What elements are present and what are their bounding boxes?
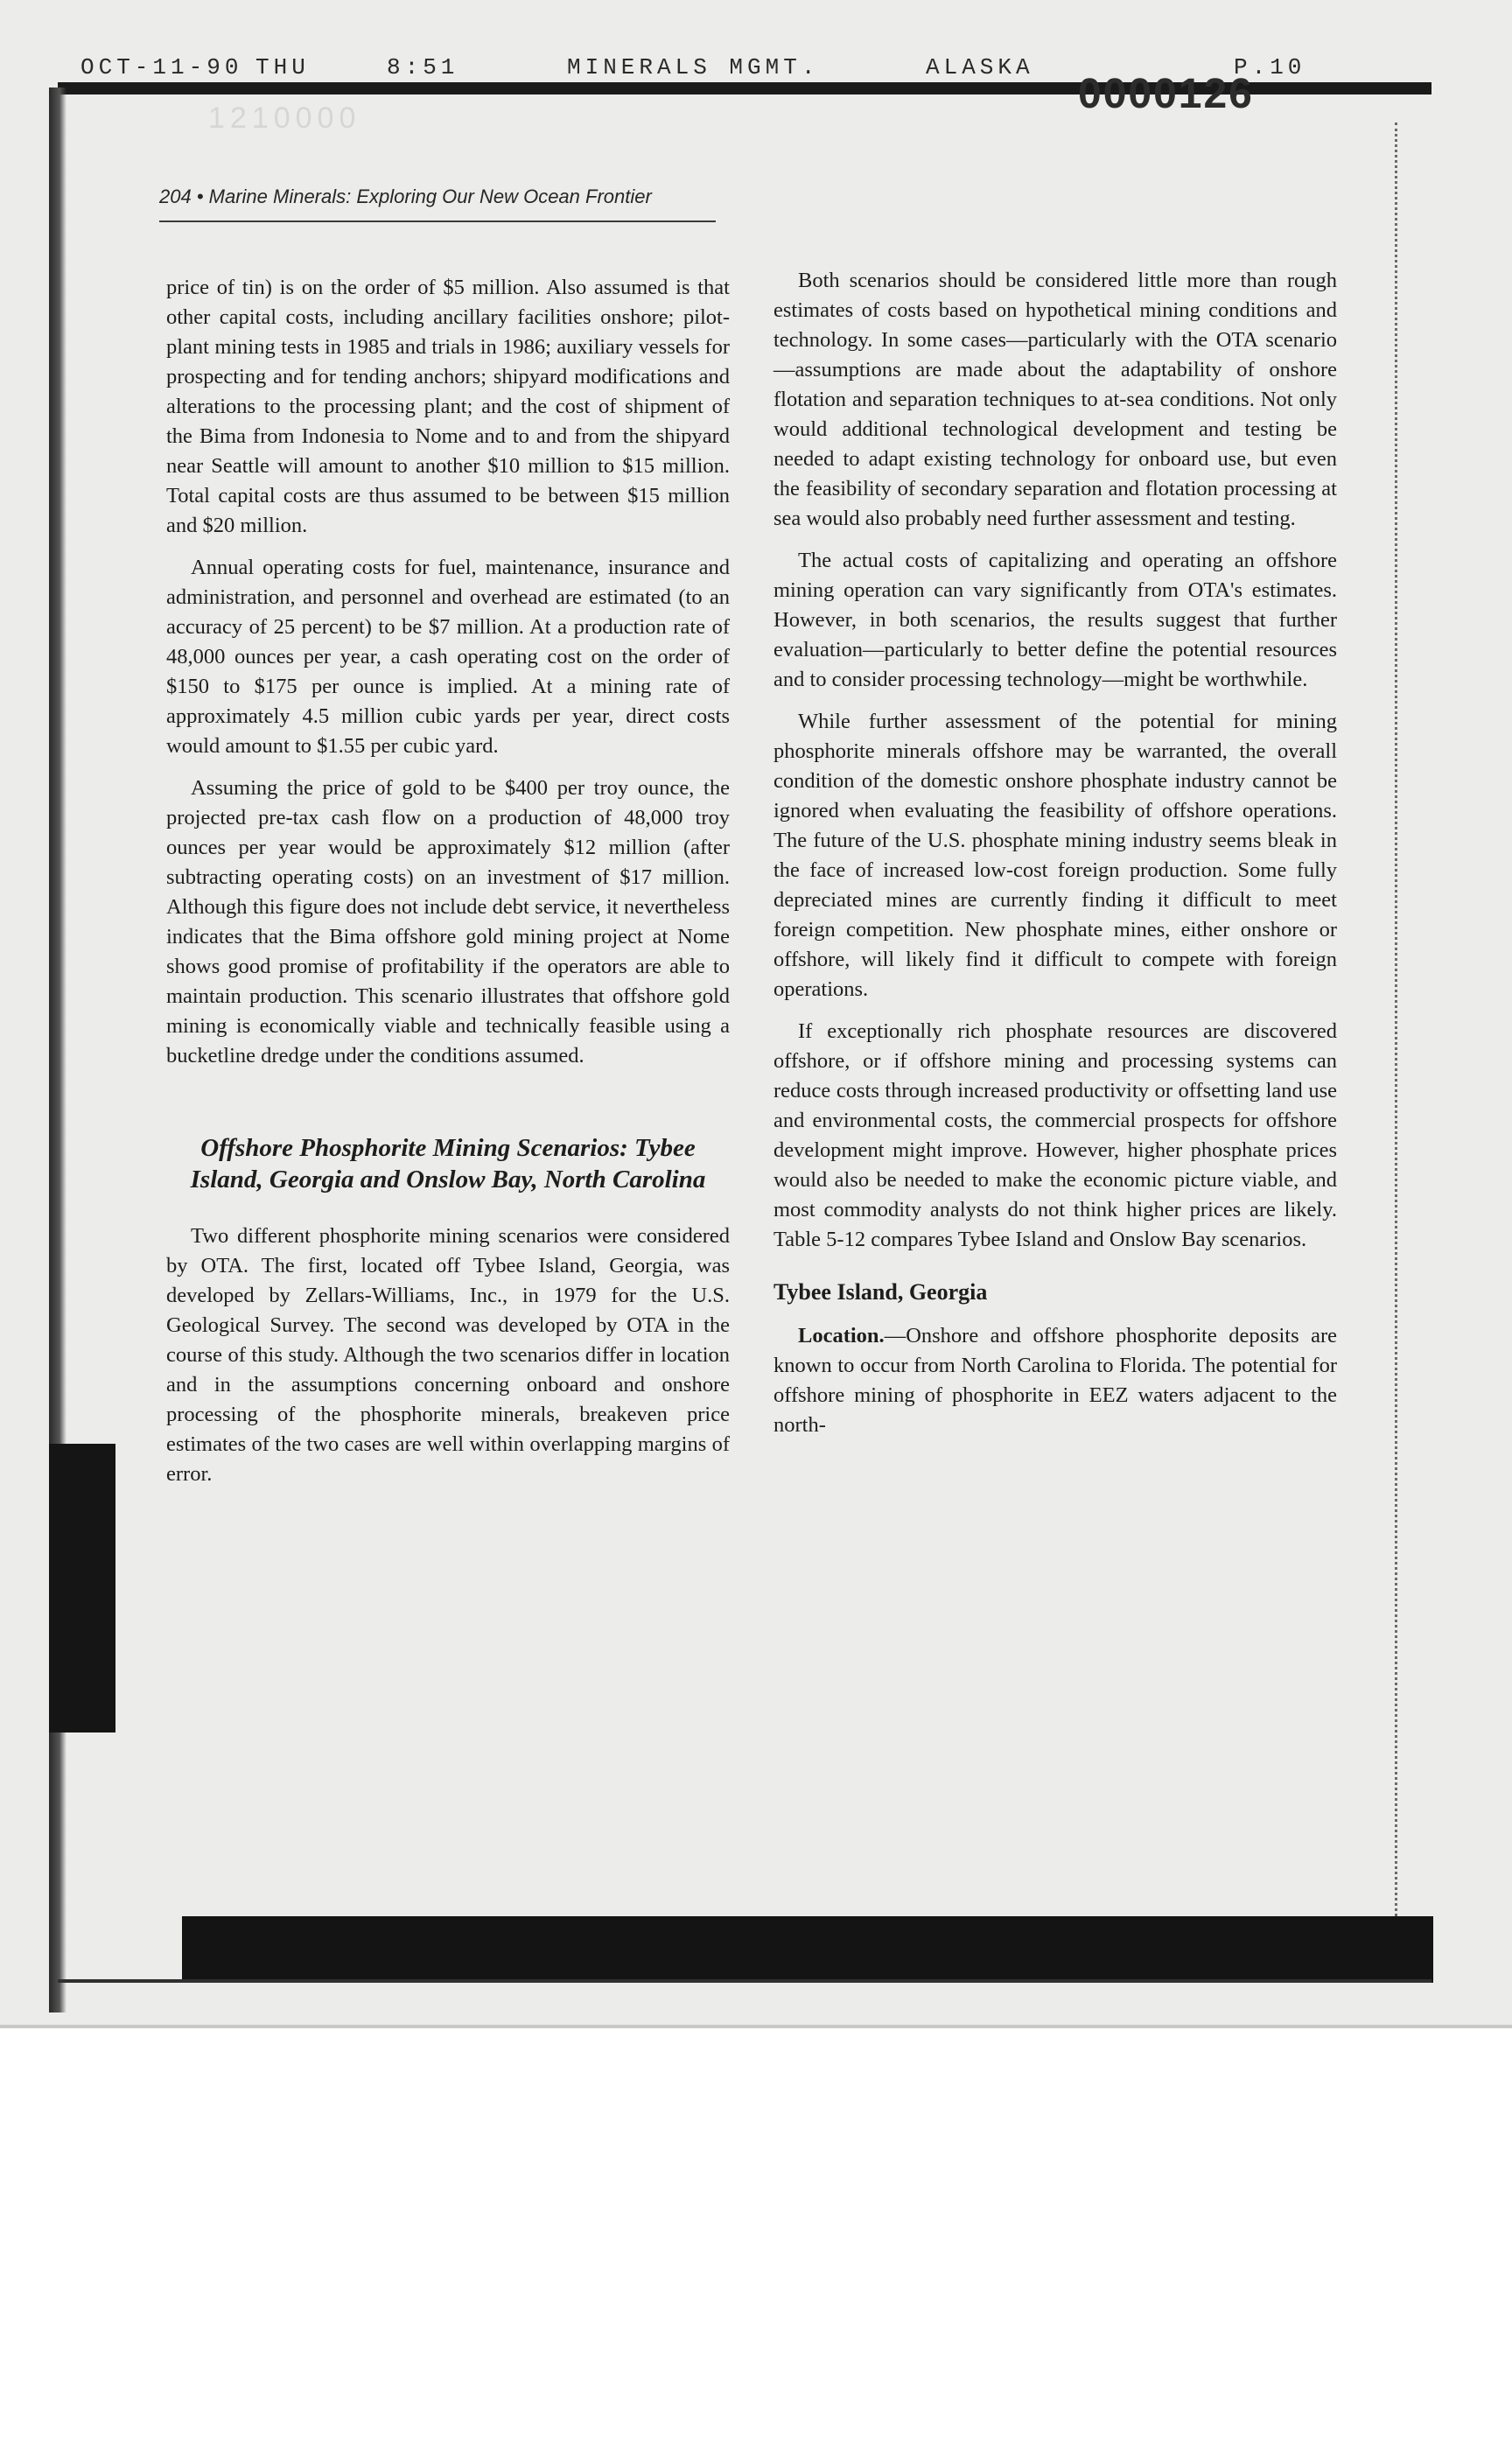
paragraph: Annual operating costs for fuel, maintenance, insurance and administration, and personnel and overhead are estimated (to an accuracy of 25 percent) to be $7 million. At a production rate of 48,000 ounces per year, a cash operating cost on the order of $150 to $175 per ounce is implied. At a mining rate of approximately 4.5 million cubic yards per year, direct costs would amount to $1.55 per cubic yard. [166,556,730,758]
scan-bottom-rule [58,1979,1432,1983]
scan-left-block [49,1444,116,1732]
scan-right-edge [1395,122,1418,1916]
section-heading: Offshore Phosphorite Mining Scenarios: Tybee Island, Georgia and Onslow Bay, North Carolina [190,1134,706,1194]
subsection-heading: Tybee Island, Georgia [774,1279,988,1305]
paragraph-location [774,1321,1337,1440]
running-head: 204 • Marine Minerals: Exploring Our New Ocean Frontier [159,186,652,207]
fax-page: P.10 [1234,54,1306,80]
scan-bottom-bar [182,1916,1433,1983]
fax-place: ALASKA [926,54,1034,80]
fax-day: THU [256,54,310,80]
paragraph: Assuming the price of gold to be $400 per troy ounce, the projected pre-tax cash flow on a production of 48,000 troy ounces per year would be approximately $12 million (after subtracting operating costs) on an investment of $17 million. Although this figure does not include debt service, it nevertheless indicates that the Bima offshore gold mining project at Nome shows good promise of profitability if the operators are able to maintain production. This scenario illustrates that offshore gold mining is economically viable and technically feasible using a bucketline dredge under the conditions assumed. [166,776,730,1068]
paragraph: Both scenarios should be considered little more than rough estimates of costs based on hypothetical mining conditions and technology. In some cases—particularly with the OTA scenario—assumptions are made about the adaptability of onshore flotation and separation techniques to at-sea conditions. Not only would additional technological development and testing be needed to adapt existing technology for onboard use, but even the feasibility of secondary separation and flotation processing at sea would also probably need further assessment and testing. [774,269,1337,530]
paragraph: The actual costs of capitalizing and operating an offshore mining operation can vary significantly from OTA's estimates. However, in both scenarios, the results suggest that further evaluation—particularly to better define the potential resources and to consider processing technology—might be worthwhile. [774,549,1337,691]
ghost-bleedthrough: 1210000 [208,102,361,135]
paragraph: While further assessment of the potential for mining phosphorite minerals offshore may be warranted, the overall condition of the domestic onshore phosphate industry cannot be ignored when evaluating the feasibility of offshore operations. The future of the U.S. phosphate mining industry seems bleak in the face of increased low-cost foreign production. Some fully depreciated mines are currently finding it difficult to meet foreign competition. New phosphate mines, either onshore or offshore, will likely find it difficult to compete with foreign operations. [774,710,1337,1001]
right-column [774,266,1337,1452]
scan-edge [0,2025,1512,2028]
paragraph: Two different phosphorite mining scenarios were considered by OTA. The first, located off Tybee Island, Georgia, was developed by Zellars-Williams, Inc., in 1979 for the U.S. Geological Survey. The second was developed by OTA in the course of this study. Although the two scenarios differ in location and in the assumptions concerning onboard and onshore processing of the phosphorite minerals, breakeven price estimates of the two cases are well within overlapping margins of error. [166,1224,730,1486]
left-column [166,273,730,1502]
paragraph: If exceptionally rich phosphate resources are discovered offshore, or if offshore mining and processing systems can reduce costs through increased productivity or offsetting land use and environmental costs, the commercial prospects for offshore development might improve. However, higher phosphate prices would also be needed to make the economic picture viable, and most commodity analysts do not think higher prices are likely. Table 5-12 compares Tybee Island and Onslow Bay scenarios. [774,1019,1337,1251]
paragraph-text: —Onshore and offshore phosphorite deposits are known to occur from North Carolina to Florida. The potential for offshore mining of phosphorite in EEZ waters adjacent to the north- [774,1324,1337,1437]
document-stamp-number: 0000126 [1078,71,1254,117]
paragraph: price of tin) is on the order of $5 million. Also assumed is that other capital costs, including ancillary facilities onshore; pilot-plant mining tests in 1985 and trials in 1986; auxiliary vessels for prospecting and for tending anchors; shipyard modifications and alterations to the processing plant; and the cost of shipment of the Bima from Indonesia to Nome and to and from the shipyard near Seattle will amount to another $10 million to $15 million. Total capital costs are thus assumed to be between $15 million and $20 million. [166,276,730,537]
run-in-heading: Location. [798,1324,885,1348]
fax-office: MINERALS MGMT. [567,54,820,80]
running-head-rule [159,220,716,222]
fax-date: OCT-11-90 [80,54,243,80]
fax-time: 8:51 [387,54,459,80]
